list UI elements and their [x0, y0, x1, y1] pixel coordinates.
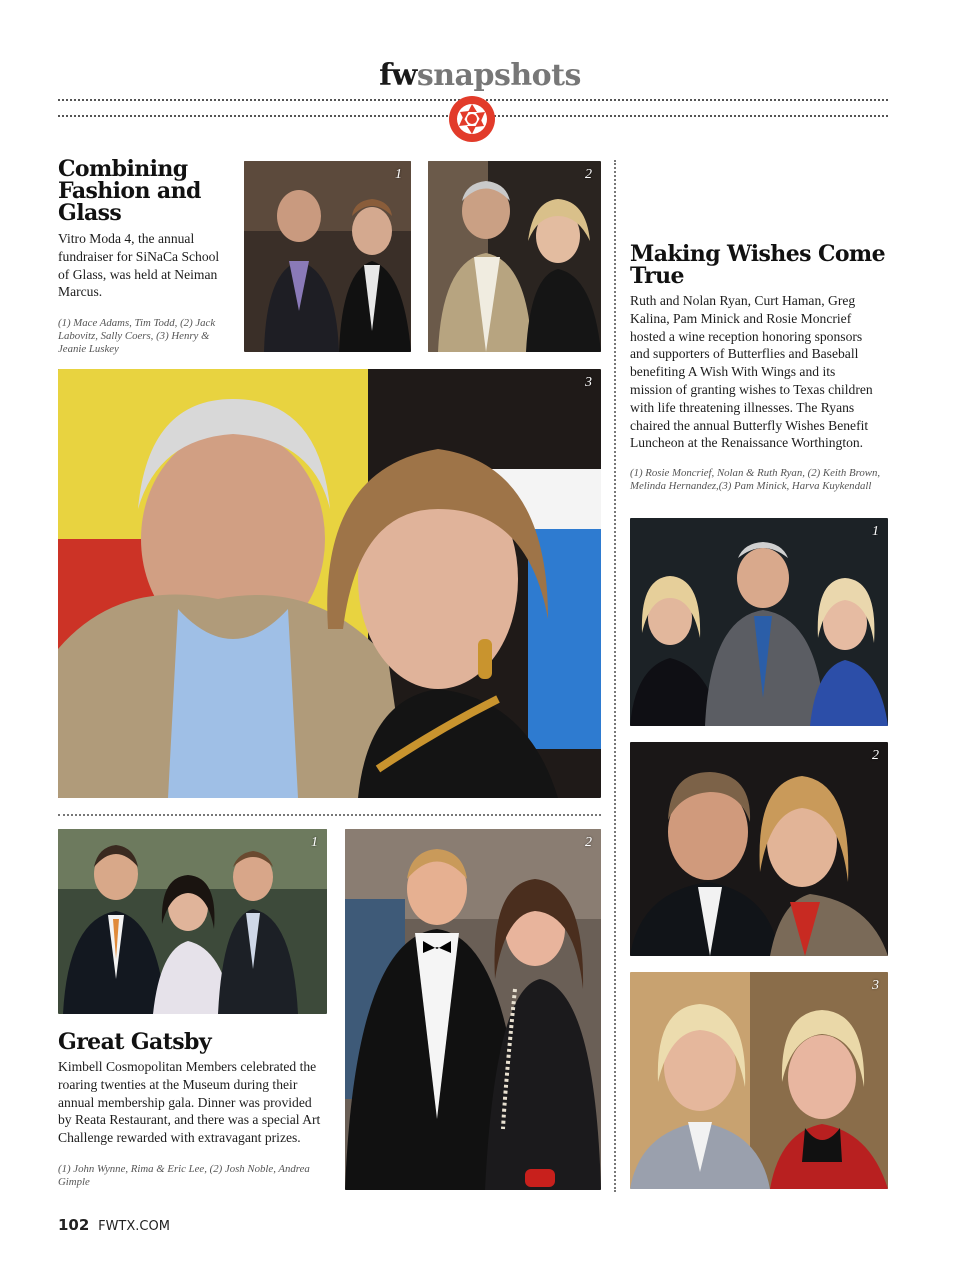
section-heading-glass: Combining Fashion and Glass [58, 156, 201, 226]
photo-number: 1 [311, 835, 318, 850]
section-caption-glass: (1) Mace Adams, Tim Todd, (2) Jack Labovitz, Sally Coers, (3) Henry & Jeanie Luskey [58, 317, 216, 355]
brand-prefix: fw [379, 58, 417, 93]
photo-number: 3 [872, 978, 879, 993]
column-divider [614, 160, 616, 1192]
section-heading-gatsby: Great Gatsby [58, 1029, 212, 1055]
photo-number: 2 [872, 748, 879, 763]
event-photo [428, 161, 601, 352]
page-folio [58, 1216, 170, 1234]
photo-number: 1 [872, 524, 879, 539]
event-photo [58, 829, 327, 1014]
photo-number: 2 [585, 835, 592, 850]
magazine-section-title [0, 58, 960, 94]
photo-number: 3 [585, 375, 592, 390]
section-body-glass: Vitro Moda 4, the annual fundraiser for SiNaCa School of Glass, was held at Neiman Marcus. [58, 231, 220, 300]
section-caption-wishes: (1) Rosie Moncrief, Nolan & Ruth Ryan, (2) Keith Brown, Melinda Hernandez,(3) Pam Minick, Harva Kuykendall [630, 467, 881, 492]
section-divider-horizontal [58, 814, 601, 816]
section-heading-wishes: Making Wishes Come True [630, 241, 886, 289]
event-photo [630, 972, 888, 1189]
brand-suffix: snapshots [416, 58, 581, 93]
event-photo-large [58, 369, 601, 798]
section-body-gatsby: Kimbell Cosmopolitan Members celebrated the roaring twenties at the Museum during their annual membership gala. Dinner was provided by Reata Restaurant, and there was a special Art Challenge rewarded with extravagant prizes. [58, 1059, 321, 1146]
camera-aperture-icon [448, 95, 496, 143]
event-photo [630, 518, 888, 726]
event-photo [630, 742, 888, 956]
event-photo [244, 161, 411, 352]
photo-number: 2 [585, 167, 592, 182]
section-caption-gatsby: (1) John Wynne, Rima & Eric Lee, (2) Josh Noble, Andrea Gimple [58, 1163, 310, 1188]
page-number: 102 [58, 1216, 90, 1234]
site-url: FWTX.COM [98, 1219, 170, 1234]
event-photo [345, 829, 601, 1190]
photo-number: 1 [395, 167, 402, 182]
section-body-wishes: Ruth and Nolan Ryan, Curt Haman, Greg Kalina, Pam Minick and Rosie Moncrief hosted a wine reception honoring sponsors and supporters of Butterflies and Baseball benefiting A Wish With Wings and its mission of granting wishes to Texas children with life threatening illnesses. The Ryans chaired the annual Butterfly Wishes Benefit Luncheon at the Renaissance Worthington. [630, 293, 873, 451]
